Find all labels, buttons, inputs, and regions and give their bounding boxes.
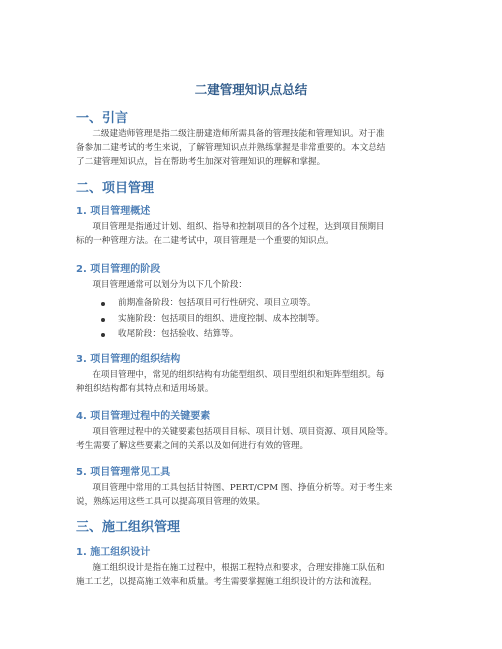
pm-stages-list: [100, 296, 324, 343]
construction-design-line-2: 施工工艺，以提高施工效率和质量。考生需要掌握施工组织设计的方法和流程。: [76, 577, 377, 587]
list-item-text: 实施阶段：包括项目的组织、进度控制、成本控制等。: [118, 313, 325, 324]
pm-key-elements-line-1: 项目管理过程中的关键要素包括项目目标、项目计划、项目资源、项目风险等。: [92, 427, 394, 437]
intro-line-3: 了二建管理知识点，旨在帮助考生加深对管理知识的理解和掌握。: [76, 157, 326, 167]
heading-construction-design: 1. 施工组织设计: [76, 547, 151, 558]
heading-pm-tools: 5. 项目管理常见工具: [76, 467, 171, 478]
pm-tools-line-2: 说，熟练运用这些工具可以提高项目管理的效果。: [76, 497, 266, 507]
pm-tools-line-1: 项目管理中常用的工具包括甘特图、PERT/CPM 图、挣值分析等。对于考生来: [92, 483, 393, 493]
pm-overview-line-1: 项目管理是指通过计划、组织、指导和控制项目的各个过程，达到项目预期目: [92, 222, 385, 232]
bullet-icon: [101, 302, 105, 306]
bullet-icon: [101, 318, 105, 322]
pm-key-elements-paragraph: [76, 425, 438, 453]
list-item: [100, 296, 324, 312]
heading-pm-key-elements: 4. 项目管理过程中的关键要素: [76, 411, 211, 422]
list-item-text: 前期准备阶段：包括项目可行性研究、项目立项等。: [118, 298, 316, 308]
list-item-text: 收尾阶段：包括验收、结算等。: [118, 329, 239, 339]
intro-line-2: 备参加二建考试的考生来说，了解管理知识点并熟练掌握是非常重要的。本文总结: [76, 143, 386, 153]
bullet-icon: [101, 333, 105, 337]
heading-pm-overview: 1. 项目管理概述: [76, 206, 151, 217]
pm-tools-paragraph: [76, 481, 438, 509]
heading-project-management: 二、项目管理: [76, 181, 155, 196]
intro-line-1: 二级建造师管理是指二级注册建造师所需具备的管理技能和管理知识。对于准: [92, 129, 385, 139]
list-item: [100, 312, 324, 328]
list-item: [100, 327, 324, 343]
heading-pm-structure: 3. 项目管理的组织结构: [76, 354, 181, 365]
pm-stages-line-1: 项目管理通常可以划分为以下几个阶段：: [92, 280, 248, 290]
construction-design-paragraph: [76, 561, 438, 589]
document-title: 二建管理知识点总结: [194, 82, 308, 97]
pm-overview-line-2: 标的一种管理方法。在二建考试中，项目管理是一个重要的知识点。: [76, 236, 334, 246]
pm-key-elements-line-2: 考生需要了解这些要素之间的关系以及如何进行有效的管理。: [76, 441, 309, 451]
pm-stages-paragraph: [76, 278, 438, 292]
pm-structure-paragraph: [76, 368, 438, 396]
pm-structure-line-2: 种组织结构都有其特点和适用场景。: [76, 384, 214, 394]
heading-intro: 一、引言: [76, 111, 129, 126]
heading-construction-management: 三、施工组织管理: [76, 520, 181, 535]
pm-structure-line-1: 在项目管理中，常见的组织结构有功能型组织、项目型组织和矩阵型组织。每: [92, 370, 385, 380]
pm-overview-paragraph: [76, 220, 438, 248]
intro-paragraph: [76, 127, 438, 169]
heading-pm-stages: 2. 项目管理的阶段: [76, 264, 161, 275]
construction-design-line-1: 施工组织设计是指在施工过程中，根据工程特点和要求，合理安排施工队伍和: [92, 563, 385, 573]
